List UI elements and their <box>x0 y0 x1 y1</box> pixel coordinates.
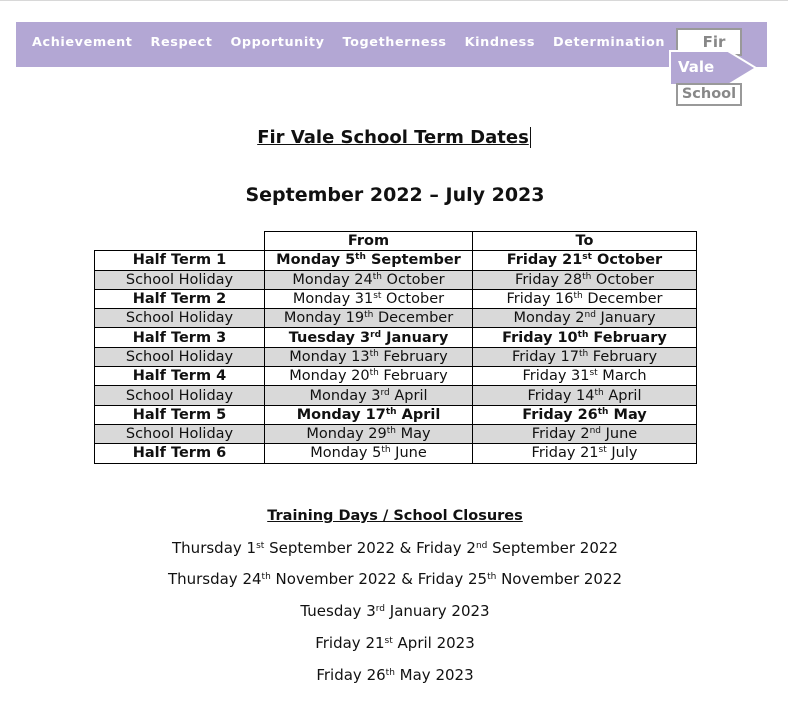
date-text: April <box>389 387 428 404</box>
date-text: Monday 2 <box>513 310 585 327</box>
from-date <box>265 444 473 463</box>
ordinal-suffix: th <box>385 406 397 417</box>
school-values <box>32 35 683 50</box>
period-label: School Holiday <box>95 347 265 366</box>
date-text: April 2023 <box>392 634 475 652</box>
ordinal-suffix: th <box>577 329 589 340</box>
school-logo <box>668 28 758 108</box>
ordinal-suffix: th <box>597 406 609 417</box>
date-text: Friday 26 <box>522 406 598 423</box>
date-text: February <box>378 368 448 385</box>
period-label: Half Term 6 <box>95 444 265 463</box>
page-title: Fir Vale School Term Dates <box>257 127 529 148</box>
header-to: To <box>473 232 697 251</box>
date-text: July <box>606 445 638 462</box>
logo-fir-box: Fir <box>676 28 742 56</box>
date-text: November 2022 & Friday 25 <box>270 570 488 588</box>
from-date <box>265 270 473 289</box>
value-determination: Determination <box>553 35 666 50</box>
date-text: Monday 31 <box>292 291 374 308</box>
date-text: May 2023 <box>394 666 474 684</box>
value-opportunity: Opportunity <box>230 35 325 50</box>
date-text: Monday 29 <box>306 426 387 443</box>
from-date <box>265 251 473 270</box>
date-text: October <box>591 252 663 269</box>
period-label: School Holiday <box>95 424 265 443</box>
to-date <box>473 405 697 424</box>
closure-date <box>0 634 788 652</box>
date-text: May <box>395 426 431 443</box>
date-text: Thursday 24 <box>167 570 262 588</box>
half-term-row <box>95 328 697 347</box>
date-text: December <box>582 291 663 308</box>
closure-date <box>0 539 788 557</box>
date-text: Monday 17 <box>296 406 386 423</box>
ordinal-suffix: th <box>385 668 395 678</box>
half-term-row <box>95 251 697 270</box>
holiday-row <box>95 270 697 289</box>
ordinal-suffix: st <box>582 252 592 263</box>
date-text: January <box>381 329 449 346</box>
ordinal-suffix: th <box>594 387 604 398</box>
to-date <box>473 367 697 386</box>
period-label: Half Term 4 <box>95 367 265 386</box>
to-date <box>473 424 697 443</box>
ordinal-suffix: th <box>487 572 497 582</box>
half-term-row <box>95 289 697 308</box>
to-date <box>473 309 697 328</box>
from-date <box>265 367 473 386</box>
date-text: Monday 5 <box>310 445 382 462</box>
half-term-row <box>95 444 697 463</box>
closure-date <box>0 666 788 684</box>
date-text: Friday 21 <box>315 634 385 652</box>
date-text: Monday 3 <box>309 387 381 404</box>
ordinal-suffix: th <box>582 271 592 282</box>
ordinal-suffix: th <box>364 310 374 321</box>
ordinal-suffix: th <box>381 445 391 456</box>
ordinal-suffix: th <box>369 368 379 379</box>
date-text: Friday 31 <box>522 368 590 385</box>
date-text: October <box>381 271 445 288</box>
period-label: Half Term 1 <box>95 251 265 270</box>
holiday-row <box>95 347 697 366</box>
period-label: School Holiday <box>95 309 265 328</box>
date-text: June <box>390 445 427 462</box>
to-date <box>473 328 697 347</box>
ordinal-suffix: st <box>598 445 607 456</box>
value-respect: Respect <box>150 35 213 50</box>
period-label: Half Term 2 <box>95 289 265 308</box>
ordinal-suffix: th <box>369 348 379 359</box>
value-kindness: Kindness <box>464 35 536 50</box>
ordinal-suffix: th <box>386 426 396 437</box>
date-text: June <box>601 426 638 443</box>
date-text: Friday 17 <box>511 348 579 365</box>
from-date <box>265 424 473 443</box>
date-text: April <box>396 406 441 423</box>
top-border <box>0 0 788 1</box>
date-text: Tuesday 3 <box>288 329 371 346</box>
header-empty-cell <box>95 232 265 251</box>
from-date <box>265 289 473 308</box>
ordinal-suffix: nd <box>589 426 601 437</box>
date-text: September <box>365 252 461 269</box>
from-date <box>265 386 473 405</box>
to-date <box>473 251 697 270</box>
holiday-row <box>95 424 697 443</box>
ordinal-suffix: rd <box>380 387 390 398</box>
to-date <box>473 386 697 405</box>
holiday-row <box>95 309 697 328</box>
date-text: September 2022 <box>487 539 618 557</box>
values-banner <box>16 22 767 67</box>
table-header-row <box>95 232 697 251</box>
period-label: Half Term 5 <box>95 405 265 424</box>
ordinal-suffix: st <box>384 636 393 646</box>
period-label: School Holiday <box>95 386 265 405</box>
date-text: May <box>608 406 647 423</box>
ordinal-suffix: nd <box>584 310 596 321</box>
ordinal-suffix: rd <box>375 604 386 614</box>
closure-date <box>0 602 788 620</box>
ordinal-suffix: th <box>261 572 271 582</box>
date-text: January 2023 <box>385 602 490 620</box>
half-term-row <box>95 405 697 424</box>
date-text: Friday 16 <box>506 291 574 308</box>
academic-year: September 2022 – July 2023 <box>245 184 545 206</box>
date-text: Friday 14 <box>527 387 595 404</box>
date-text: October <box>381 291 445 308</box>
ordinal-suffix: st <box>256 541 265 551</box>
date-text: Friday 26 <box>316 666 386 684</box>
from-date <box>265 328 473 347</box>
date-text: Monday 5 <box>276 252 356 269</box>
date-text: Friday 10 <box>502 329 578 346</box>
date-text: Monday 24 <box>292 271 373 288</box>
value-togetherness: Togetherness <box>342 35 447 50</box>
date-text: October <box>591 271 654 288</box>
half-term-row <box>95 367 697 386</box>
ordinal-suffix: nd <box>475 541 488 551</box>
from-date <box>265 405 473 424</box>
ordinal-suffix: rd <box>370 329 382 340</box>
date-text: September 2022 & Friday 2 <box>264 539 476 557</box>
from-date <box>265 309 473 328</box>
holiday-row <box>95 386 697 405</box>
period-label: School Holiday <box>95 270 265 289</box>
date-text: February <box>588 329 667 346</box>
closure-date <box>0 570 788 588</box>
logo-vale-text: Vale <box>678 58 715 76</box>
logo-school-box: School <box>676 83 742 106</box>
date-text: Friday 2 <box>531 426 590 443</box>
term-dates-table <box>94 231 697 464</box>
value-achievement: Achievement <box>32 35 133 50</box>
to-date <box>473 289 697 308</box>
ordinal-suffix: st <box>373 291 382 302</box>
date-text: Friday 28 <box>515 271 583 288</box>
date-text: April <box>603 387 642 404</box>
date-text: Monday 13 <box>289 348 370 365</box>
date-text: November 2022 <box>496 570 623 588</box>
training-days-heading: Training Days / School Closures <box>267 508 523 524</box>
to-date <box>473 270 697 289</box>
ordinal-suffix: th <box>578 348 589 359</box>
date-text: Friday 21 <box>531 445 599 462</box>
date-text: Tuesday 3 <box>300 602 376 620</box>
date-text: March <box>597 368 647 385</box>
date-text: December <box>373 310 454 327</box>
date-text: January <box>595 310 656 327</box>
ordinal-suffix: th <box>355 252 366 263</box>
ordinal-suffix: st <box>589 368 598 379</box>
period-label: Half Term 3 <box>95 328 265 347</box>
header-from: From <box>265 232 473 251</box>
date-text: February <box>588 348 658 365</box>
from-date <box>265 347 473 366</box>
date-text: Thursday 1 <box>172 539 257 557</box>
date-text: Friday 21 <box>506 252 583 269</box>
date-text: Monday 19 <box>283 310 365 327</box>
to-date <box>473 444 697 463</box>
to-date <box>473 347 697 366</box>
ordinal-suffix: th <box>573 291 583 302</box>
date-text: February <box>378 348 448 365</box>
ordinal-suffix: th <box>372 271 382 282</box>
date-text: Monday 20 <box>289 368 370 385</box>
